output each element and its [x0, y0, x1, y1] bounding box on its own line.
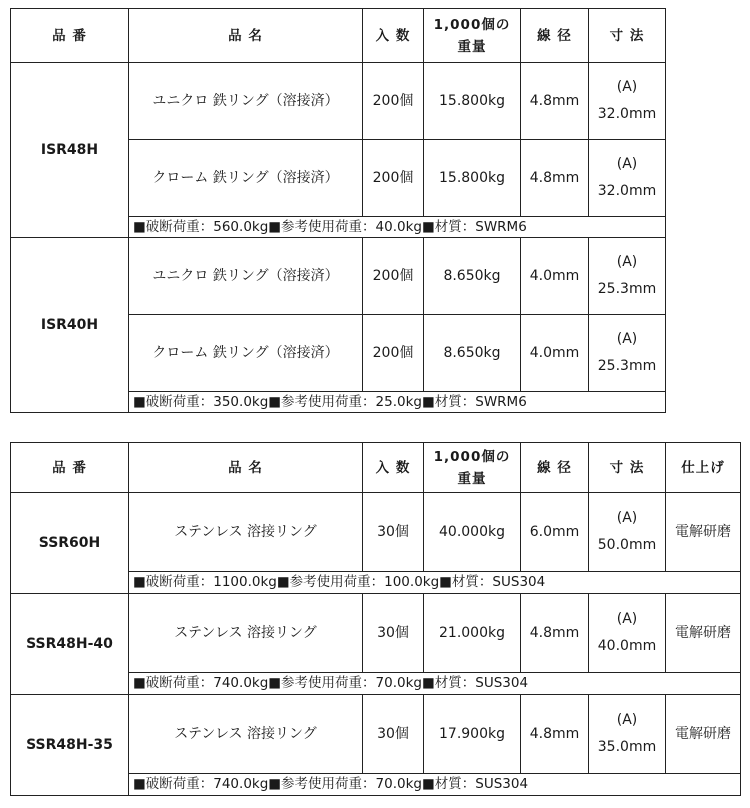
stainless-ring-spec-table [10, 442, 741, 796]
dimension-label: (A) [616, 79, 638, 95]
product-name: クローム 鉄リング（溶接済） [129, 315, 363, 392]
weight: 8.650kg [424, 315, 521, 392]
weight: 21.000kg [424, 594, 521, 673]
table-row [11, 594, 741, 673]
wire-diameter: 4.8mm [521, 63, 589, 140]
dimension [589, 63, 666, 140]
quantity: 30個 [363, 695, 424, 774]
product-code: ISR40H [11, 238, 129, 413]
header-name: 品 名 [129, 443, 363, 493]
dimension-label: (A) [616, 510, 638, 526]
wire-diameter: 4.8mm [521, 594, 589, 673]
dimension-value: 25.3mm [597, 358, 657, 374]
weight: 8.650kg [424, 238, 521, 315]
table-row [11, 695, 741, 774]
dimension [589, 493, 666, 572]
wire-diameter: 6.0mm [521, 493, 589, 572]
header-name: 品 名 [129, 9, 363, 63]
header-code: 品 番 [11, 443, 129, 493]
quantity: 200個 [363, 63, 424, 140]
product-code: SSR48H-35 [11, 695, 129, 796]
dimension [589, 140, 666, 217]
spec-note: ■破断荷重：350.0kg■参考使用荷重：25.0kg■材質：SWRM6 [129, 392, 666, 413]
quantity: 30個 [363, 594, 424, 673]
dimension-label: (A) [616, 156, 638, 172]
product-name: ユニクロ 鉄リング（溶接済） [129, 238, 363, 315]
header-weight-line2: 重量 [457, 38, 487, 55]
table-header-row [11, 443, 741, 493]
finish: 電解研磨 [666, 493, 741, 572]
dimension-value: 35.0mm [597, 739, 657, 755]
spec-note: ■破断荷重：560.0kg■参考使用荷重：40.0kg■材質：SWRM6 [129, 217, 666, 238]
dimension-value: 40.0mm [597, 638, 657, 654]
product-name: ステンレス 溶接リング [129, 594, 363, 673]
dimension-value: 50.0mm [597, 537, 657, 553]
wire-diameter: 4.8mm [521, 140, 589, 217]
spec-note: ■破断荷重：740.0kg■参考使用荷重：70.0kg■材質：SUS304 [129, 673, 741, 695]
dimension [589, 594, 666, 673]
wire-diameter: 4.8mm [521, 695, 589, 774]
dimension-label: (A) [616, 611, 638, 627]
quantity: 30個 [363, 493, 424, 572]
header-weight [424, 9, 521, 63]
weight: 15.800kg [424, 63, 521, 140]
header-qty: 入 数 [363, 9, 424, 63]
dimension-value: 32.0mm [597, 106, 657, 122]
dimension-value: 25.3mm [597, 281, 657, 297]
product-code: ISR48H [11, 63, 129, 238]
table-row [11, 63, 666, 140]
product-name: ステンレス 溶接リング [129, 695, 363, 774]
header-weight [424, 443, 521, 493]
weight: 40.000kg [424, 493, 521, 572]
dimension-label: (A) [616, 712, 638, 728]
header-dimension: 寸 法 [589, 9, 666, 63]
weight: 17.900kg [424, 695, 521, 774]
wire-diameter: 4.0mm [521, 238, 589, 315]
dimension-value: 32.0mm [597, 183, 657, 199]
quantity: 200個 [363, 140, 424, 217]
finish: 電解研磨 [666, 594, 741, 673]
weight: 15.800kg [424, 140, 521, 217]
table-row [11, 238, 666, 315]
spec-note: ■破断荷重：740.0kg■参考使用荷重：70.0kg■材質：SUS304 [129, 774, 741, 796]
header-weight-line1: 1,000個の [433, 448, 511, 465]
product-name: ステンレス 溶接リング [129, 493, 363, 572]
table-header-row [11, 9, 666, 63]
header-weight-line2: 重量 [457, 470, 487, 487]
header-diameter: 線 径 [521, 443, 589, 493]
dimension [589, 695, 666, 774]
dimension-label: (A) [616, 331, 638, 347]
spec-note: ■破断荷重：1100.0kg■参考使用荷重：100.0kg■材質：SUS304 [129, 572, 741, 594]
wire-diameter: 4.0mm [521, 315, 589, 392]
header-qty: 入 数 [363, 443, 424, 493]
header-weight-line1: 1,000個の [433, 16, 511, 33]
iron-ring-spec-table [10, 8, 666, 413]
dimension [589, 315, 666, 392]
quantity: 200個 [363, 238, 424, 315]
quantity: 200個 [363, 315, 424, 392]
product-code: SSR60H [11, 493, 129, 594]
finish: 電解研磨 [666, 695, 741, 774]
product-name: クローム 鉄リング（溶接済） [129, 140, 363, 217]
header-dimension: 寸 法 [589, 443, 666, 493]
header-diameter: 線 径 [521, 9, 589, 63]
table-row [11, 493, 741, 572]
dimension [589, 238, 666, 315]
header-finish: 仕上げ [666, 443, 741, 493]
dimension-label: (A) [616, 254, 638, 270]
product-name: ユニクロ 鉄リング（溶接済） [129, 63, 363, 140]
product-code: SSR48H-40 [11, 594, 129, 695]
header-code: 品 番 [11, 9, 129, 63]
